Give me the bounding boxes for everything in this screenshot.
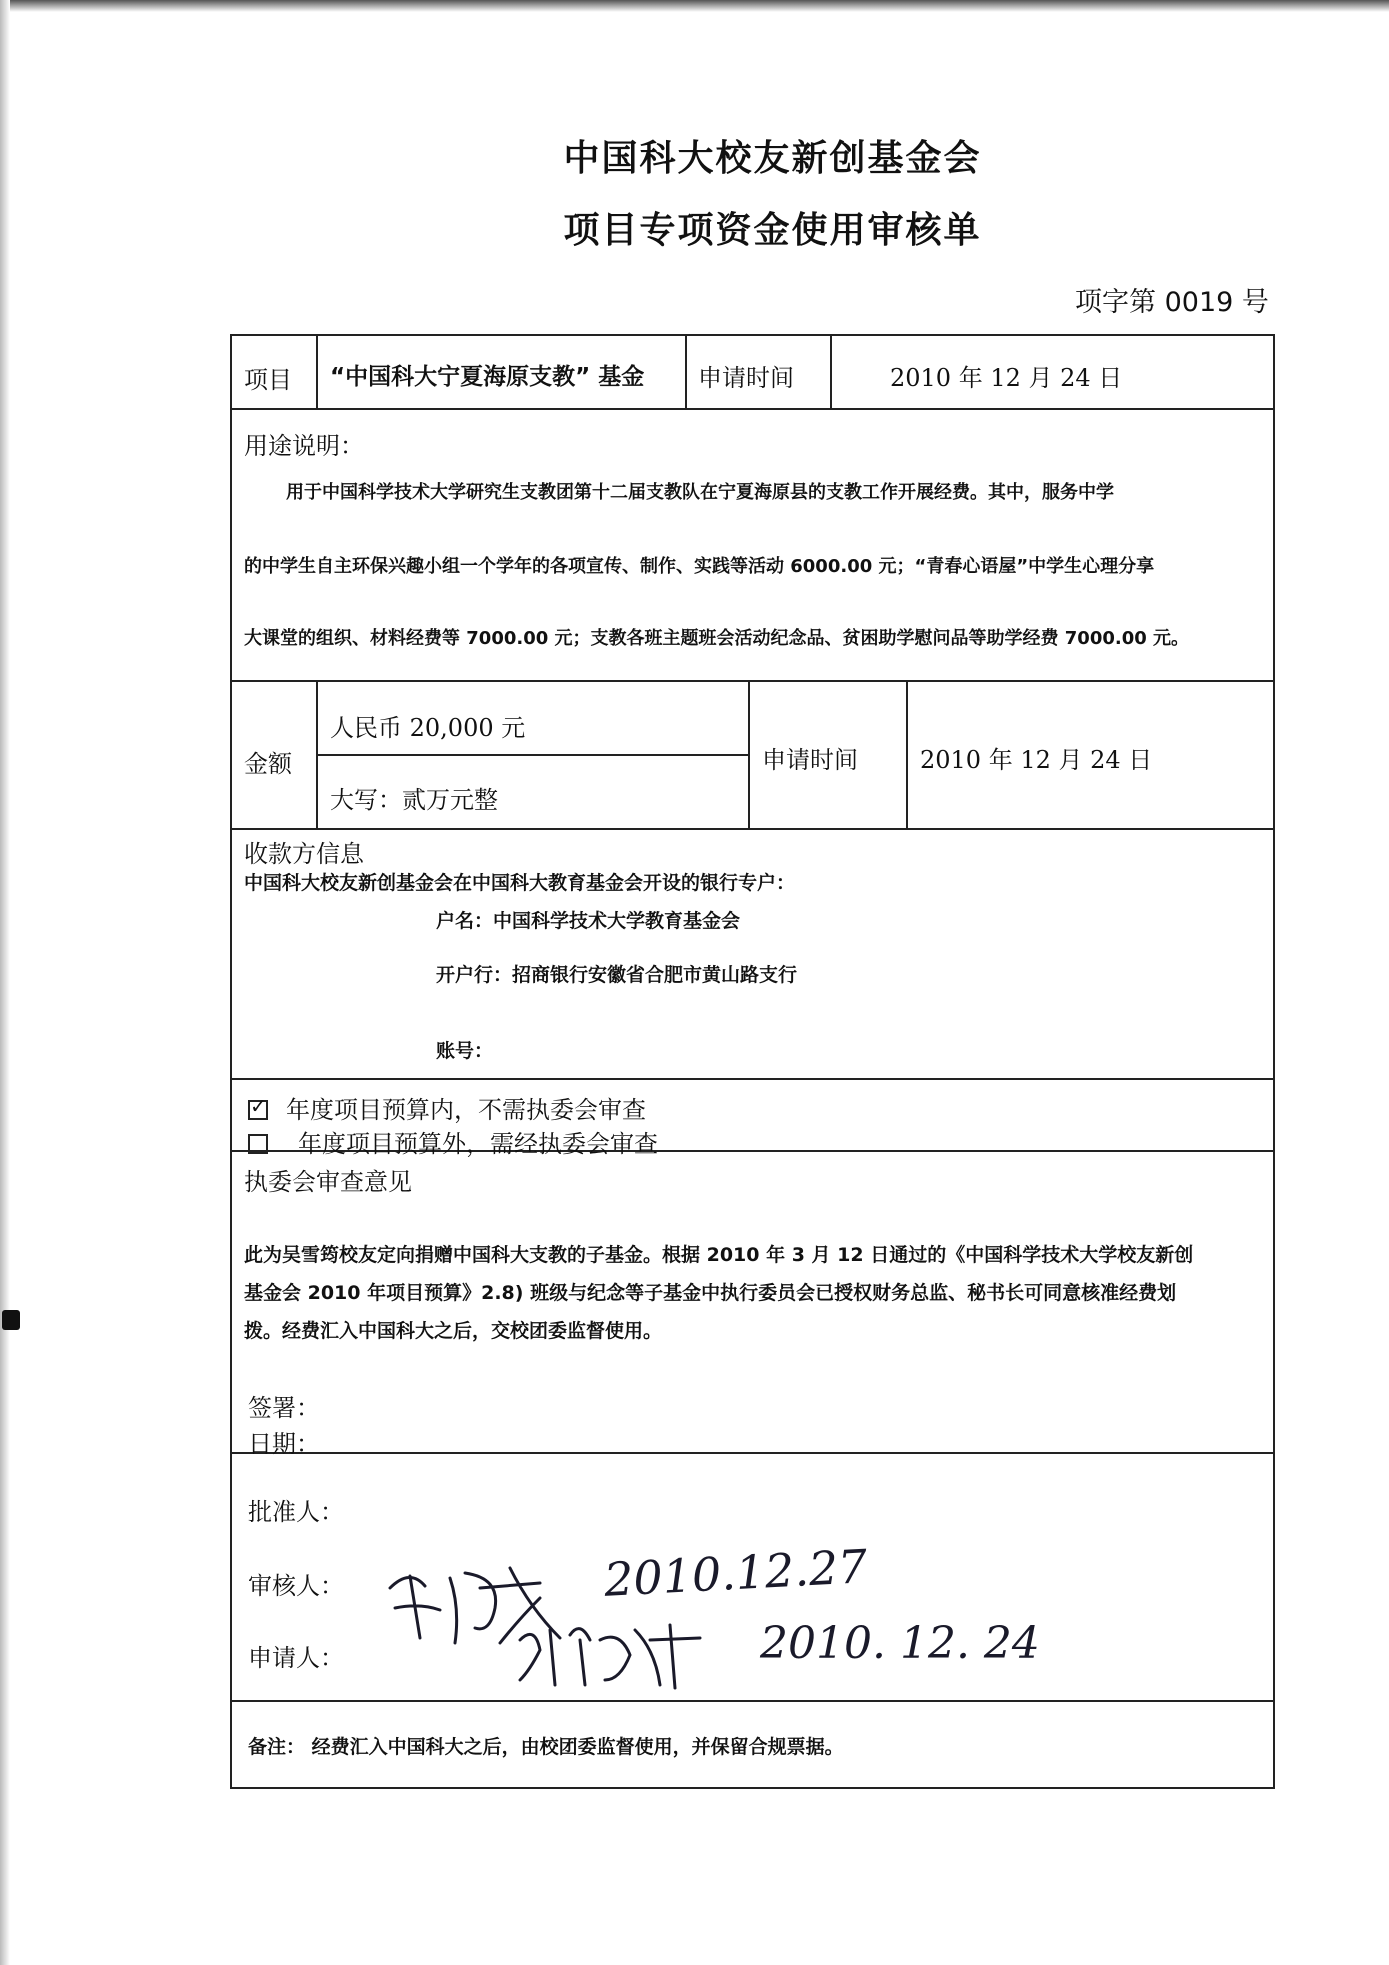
purpose-line-2: 的中学生自主环保兴趣小组一个学年的各项宣传、制作、实践等活动 6000.00 元；“青春心语屋”中学生心理分享 (244, 556, 1155, 577)
amount-rmb: 人民币 20,000 元 (330, 714, 526, 742)
divider-purpose (230, 680, 1275, 682)
committee-label: 执委会审查意见 (244, 1168, 412, 1196)
serial-number: 项字第 0019 号 (1075, 287, 1269, 318)
committee-sign-label: 签署： (248, 1394, 320, 1422)
divider-amount-inner (316, 754, 750, 756)
budget-option-outside-label: 年度项目预算外，需经执委会审查 (298, 1130, 658, 1158)
border-top (230, 334, 1275, 336)
remark-text: 备注： 经费汇入中国科大之后，由校团委监督使用，并保留合规票据。 (248, 1736, 844, 1758)
payee-account-number: 账号： (436, 1040, 494, 1062)
form-subtitle: 项目专项资金使用审核单 (563, 210, 982, 251)
applicant-label: 申请人： (248, 1644, 344, 1672)
amount-date-label: 申请时间 (762, 746, 858, 774)
reviewer-label: 审核人： (248, 1572, 344, 1600)
purpose-line-3: 大课堂的组织、材料经费等 7000.00 元；支教各班主题班会活动纪念品、贫困助学慰问品等助学经费 7000.00 元。 (244, 628, 1190, 649)
divider-v3 (830, 334, 832, 410)
divider-amount (230, 828, 1275, 830)
committee-line-1: 此为吴雪筠校友定向捐赠中国科大支教的子基金。根据 2010 年 3 月 12 日通过的《中国科学技术大学校友新创 (244, 1244, 1194, 1266)
review-form (230, 334, 1275, 1789)
budget-option-within-label: 年度项目预算内，不需执委会审查 (286, 1096, 646, 1124)
amount-capital: 大写：贰万元整 (330, 786, 498, 814)
purpose-label: 用途说明： (244, 432, 364, 460)
committee-date-label: 日期： (248, 1430, 320, 1458)
divider-v2 (685, 334, 687, 410)
committee-line-2: 基金会 2010 年项目预算》2.8) 班级与纪念等子基金中执行委员会已授权财务总监、秘书长可同意核准经费划 (244, 1282, 1177, 1304)
binding-mark (2, 1310, 20, 1330)
divider-approvals (230, 1700, 1275, 1702)
budget-option-outside[interactable] (248, 1124, 658, 1159)
purpose-line-1: 用于中国科学技术大学研究生支教团第十二届支教队在宁夏海原县的支教工作开展经费。其中，服务中学 (286, 482, 1114, 503)
applicant-signature (510, 1610, 710, 1690)
amount-date-value: 2010 年 12 月 24 日 (920, 746, 1153, 774)
checked-box-icon[interactable] (248, 1100, 268, 1120)
divider-payee (230, 1078, 1275, 1080)
divider-project (230, 408, 1275, 410)
payee-account-name: 户名：中国科学技术大学教育基金会 (436, 910, 741, 932)
applicant-date: 2010. 12. 24 (760, 1618, 1040, 1669)
application-date-value: 2010 年 12 月 24 日 (890, 364, 1123, 392)
divider-v6 (906, 680, 908, 830)
application-date-label: 申请时间 (698, 364, 794, 392)
payee-intro: 中国科大校友新创基金会在中国科大教育基金会开设的银行专户： (244, 872, 796, 894)
empty-box-icon[interactable] (248, 1134, 268, 1154)
border-bottom (230, 1787, 1275, 1789)
committee-line-3: 拨。经费汇入中国科大之后，交校团委监督使用。 (244, 1320, 663, 1342)
reviewer-date: 2010.12.27 (602, 1539, 869, 1607)
divider-committee (230, 1452, 1275, 1454)
amount-label: 金额 (244, 750, 292, 778)
form-title: 中国科大校友新创基金会 (563, 138, 982, 179)
border-left (230, 334, 232, 1789)
payee-label: 收款方信息 (244, 840, 364, 868)
scan-edge-top (0, 0, 1389, 12)
scan-edge-left (0, 0, 10, 1965)
approver-label: 批准人： (248, 1498, 344, 1526)
divider-v1 (316, 334, 318, 410)
border-right (1273, 334, 1275, 1789)
project-value: “中国科大宁夏海原支教” 基金 (330, 364, 645, 390)
payee-bank: 开户行：招商银行安徽省合肥市黄山路支行 (436, 964, 798, 986)
budget-option-within[interactable] (248, 1090, 646, 1125)
project-label: 项目 (244, 366, 292, 394)
